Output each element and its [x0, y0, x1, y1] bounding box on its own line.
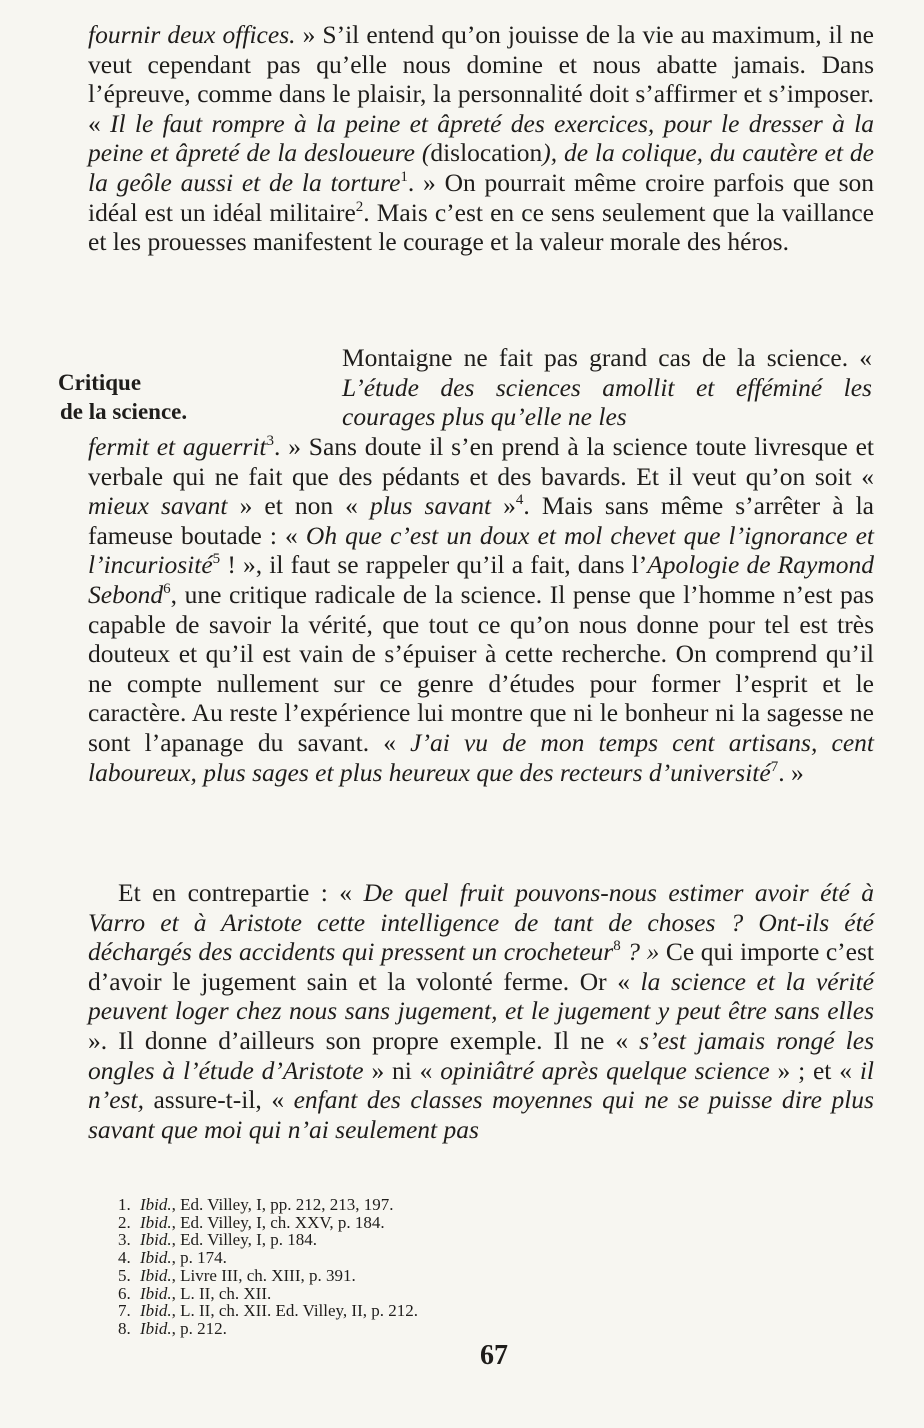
text-run: ! », il faut se rappeler qu’il a fait, dans l’: [220, 550, 648, 580]
footnote-number: 7.: [118, 1301, 131, 1321]
text-run: assure-t-il, «: [143, 1085, 294, 1115]
text-run: . Mais sans même s’arrêter à la fameuse boutade : «: [88, 491, 875, 550]
footnote-number: 8.: [118, 1318, 131, 1338]
footnote-ref: 6: [163, 580, 171, 597]
footnote-number: 3.: [118, 1230, 131, 1250]
footnote-text: , p. 174.: [171, 1248, 227, 1268]
text-run: » ; et «: [769, 1055, 860, 1085]
italic-quote: ? »: [620, 937, 660, 967]
italic-quote: J’ai vu de mon temps cent artisans, cent laboureux, plus sages et plus heureux que des recteurs d’université: [88, 727, 874, 787]
paragraph-text: [88, 432, 874, 787]
italic-quote: L’étude des sciences amollit et efféminé les courages plus qu’elle ne les: [342, 372, 872, 432]
footnote-ibid: Ibid.: [140, 1283, 172, 1303]
footnote-ibid: Ibid.: [140, 1265, 172, 1285]
footnote-ibid: Ibid.: [140, 1195, 172, 1214]
footnote-item: [118, 1285, 678, 1303]
text-run: ». Il donne d’ailleurs son propre exemple. Il ne «: [88, 1025, 640, 1055]
footnote-ref: 4: [515, 492, 524, 509]
footnote-ibid: Ibid.: [140, 1301, 172, 1321]
paragraph-science-intro: [342, 343, 872, 432]
paragraph-text: [88, 878, 874, 1144]
text-run: . Mais c’est en ce sens seulement que la vaillance et les prouesses manifestent le courage et la valeur morale des héros.: [88, 197, 874, 257]
italic-quote: la science et la vérité peuvent loger chez nous sans jugement, et le jugement y peut être sans elles: [88, 966, 874, 1026]
footnote-ref: 3: [266, 433, 275, 449]
italic-quote: De quel fruit pouvons-nous estimer avoir été à Varro et à Aristote cette intelligence de tant de choses ? Ont-ils été déchargés des accidents qui pressent un crocheteur: [88, 878, 875, 967]
page-number: 67: [480, 1340, 508, 1371]
footnote-number: 5.: [118, 1265, 131, 1285]
margin-heading-line: Critique: [58, 370, 142, 395]
footnote-ref: 5: [212, 551, 221, 568]
italic-quote: Apologie de Raymond Sebond: [88, 550, 874, 609]
footnote-ibid: Ibid.: [140, 1230, 172, 1250]
text-run: . » On pourrait même croire parfois que son idéal est un idéal militaire: [88, 167, 874, 227]
italic-quote: fermit et aguerrit: [88, 432, 267, 461]
text-run: , une critique radicale de la science. Il pense que l’homme n’est pas capable de savoir la vérité, que tout ce qu’on nous donne pour tel est très douteux et qu’il est vain de s’épuiser à cette recherche. On comprend qu’il ne compte nullement sur ce genre d’études pour former l’esprit et le caractère. Au reste l’expérience lui montre que ni le bonheur ni la sagesse ne sont l’apanage du savant. «: [88, 579, 874, 757]
italic-quote: Il le faut rompre à la peine et âpreté des exercices, pour le dresser à la peine et âpreté de la desloueure (: [88, 108, 874, 168]
text-run: dislocation: [430, 138, 543, 168]
paragraph-text: [88, 20, 874, 257]
footnote-ibid: Ibid.: [140, 1318, 172, 1338]
footnote-ref: 8: [613, 938, 621, 955]
footnote-text: , Ed. Villey, I, p. 184.: [171, 1230, 317, 1250]
italic-quote: fournir deux offices.: [88, 20, 296, 49]
footnote-number: 1.: [118, 1195, 131, 1214]
italic-quote: il n’est,: [88, 1055, 874, 1115]
footnote-item: [118, 1302, 678, 1320]
italic-quote: plus savant: [369, 491, 492, 521]
footnote-ref: 7: [770, 758, 779, 775]
footnote-ibid: Ibid.: [140, 1212, 172, 1232]
paragraph-courage: [88, 20, 874, 257]
footnote-text: , Livre III, ch. XIII, p. 391.: [171, 1265, 356, 1285]
footnote-text: , L. II, ch. XII. Ed. Villey, II, p. 212.: [171, 1301, 419, 1321]
footnote-number: 6.: [118, 1283, 131, 1303]
footnote-number: 4.: [118, 1248, 131, 1268]
italic-quote: s’est jamais rongé les ongles à l’étude d’Aristote: [88, 1025, 875, 1085]
italic-quote: ), de la colique, du cautère et de la geôle aussi et de la torture: [88, 138, 874, 197]
footnotes: [118, 1196, 678, 1338]
paragraph-contrepartie: [88, 878, 874, 1144]
footnote-item: [118, 1196, 678, 1214]
paragraph-science: [88, 432, 874, 787]
footnote-ibid: Ibid.: [140, 1248, 172, 1268]
text-run: » S’il entend qu’on jouisse de la vie au maximum, il ne veut cependant pas qu’elle nous domine et nous abatte jamais. Dans l’épreuve, comme dans le plaisir, la personnalité doit s’affirmer et s’imposer. «: [88, 20, 874, 138]
text-run: . »: [778, 757, 804, 787]
margin-heading: [58, 368, 288, 426]
italic-quote: Oh que c’est un doux et mol chevet que l’ignorance et l’incuriosité: [88, 520, 875, 580]
text-run: Ce qui importe c’est d’avoir le jugement sain et la volonté ferme. Or «: [88, 937, 874, 996]
footnote-ref: 1: [400, 168, 408, 185]
footnote-text: , Ed. Villey, I, ch. XXV, p. 184.: [171, 1212, 385, 1232]
footnote-item: [118, 1249, 678, 1267]
footnote-ref: 2: [355, 198, 364, 215]
margin-heading-line: de la science.: [60, 399, 188, 424]
text-run: . » Sans doute il s’en prend à la science toute livresque et verbale qui ne fait que des pédants et des bavards. Et il veut qu’on soit «: [88, 432, 874, 491]
text-run: Et en contrepartie : «: [118, 878, 364, 907]
italic-quote: mieux savant: [88, 491, 228, 521]
footnote-item: [118, 1231, 678, 1249]
text-run: » et non «: [227, 491, 370, 521]
italic-quote: opiniâtré après quelque science: [440, 1055, 770, 1085]
footnote-text: , p. 212.: [171, 1318, 227, 1338]
footnote-number: 2.: [118, 1212, 131, 1232]
italic-quote: enfant des classes moyennes qui ne se puisse dire plus savant que moi qui n’ai seulement pas: [88, 1085, 874, 1144]
text-run: » ni «: [363, 1055, 441, 1085]
text-run: Montaigne ne fait pas grand cas de la science. «: [342, 343, 872, 372]
footnote-text: , L. II, ch. XII.: [171, 1283, 272, 1303]
footnote-item: [118, 1320, 678, 1338]
footnote-item: [118, 1267, 678, 1285]
text-run: »: [491, 491, 516, 521]
footnote-item: [118, 1214, 678, 1232]
paragraph-text: [342, 343, 872, 432]
footnote-text: , Ed. Villey, I, pp. 212, 213, 197.: [171, 1195, 394, 1214]
